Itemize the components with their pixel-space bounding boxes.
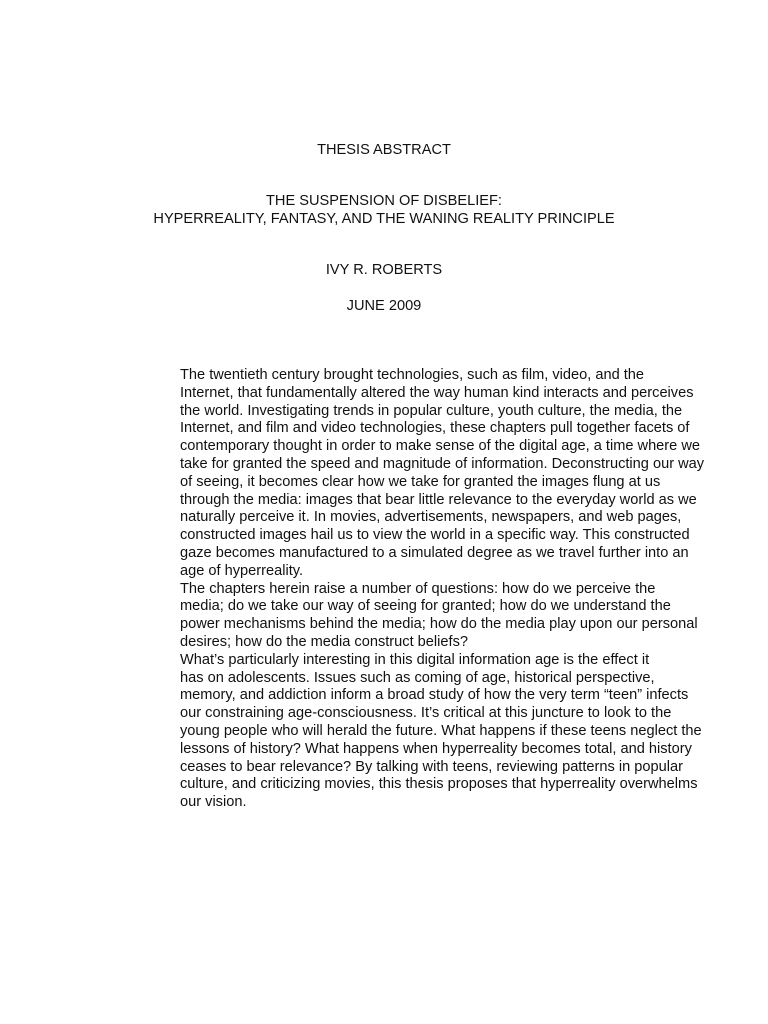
text-line: desires; how do the media construct beliefs? bbox=[180, 633, 468, 650]
publication-date: JUNE 2009 bbox=[346, 298, 422, 314]
text-line: young people who will herald the future. What happens if these teens neglect the bbox=[180, 722, 702, 739]
abstract-paragraph-3 bbox=[136, 651, 702, 812]
text-line: the world. Investigating trends in popular culture, youth culture, the media, the bbox=[180, 402, 683, 419]
abstract-paragraph-1 bbox=[136, 367, 705, 581]
author-name: IVY R. ROBERTS bbox=[325, 262, 443, 278]
text-line: What’s particularly interesting in this digital information age is the effect it bbox=[180, 651, 650, 668]
text-line: age of hyperreality. bbox=[180, 562, 304, 579]
document-heading: THESIS ABSTRACT bbox=[317, 142, 451, 158]
thesis-title-line-2: HYPERREALITY, FANTASY, AND THE WANING REALITY PRINCIPLE bbox=[153, 211, 615, 227]
text-line: culture, and criticizing movies, this thesis proposes that hyperreality overwhelms bbox=[180, 776, 698, 793]
text-line: contemporary thought in order to make sense of the digital age, a time where we bbox=[180, 438, 700, 455]
text-line: The chapters herein raise a number of questions: how do we perceive the bbox=[180, 580, 656, 597]
text-line: gaze becomes manufactured to a simulated degree as we travel further into an bbox=[180, 544, 689, 561]
text-line: memory, and addiction inform a broad study of how the very term “teen” infects bbox=[180, 687, 689, 704]
text-line: naturally perceive it. In movies, advertisements, newspapers, and web pages, bbox=[180, 509, 682, 526]
text-line: media; do we take our way of seeing for granted; how do we understand the bbox=[180, 598, 671, 615]
text-line: our constraining age-consciousness. It’s critical at this juncture to look to the bbox=[180, 705, 672, 722]
thesis-title-line-1: THE SUSPENSION OF DISBELIEF: bbox=[266, 193, 502, 209]
abstract-body bbox=[136, 367, 705, 812]
text-line: ceases to bear relevance? By talking with teens, reviewing patterns in popular bbox=[180, 758, 683, 775]
text-line: our vision. bbox=[180, 794, 247, 811]
text-line: constructed images hail us to view the world in a specific way. This constructed bbox=[180, 527, 690, 544]
text-line: has on adolescents. Issues such as coming of age, historical perspective, bbox=[180, 669, 655, 686]
text-line: Internet, and film and video technologies, these chapters pull together facets of bbox=[180, 420, 690, 437]
text-line: take for granted the speed and magnitude of information. Deconstructing our way bbox=[180, 455, 705, 472]
text-line: The twentieth century brought technologies, such as film, video, and the bbox=[180, 367, 645, 383]
text-line: power mechanisms behind the media; how do the media play upon our personal bbox=[180, 616, 698, 633]
text-line: of seeing, it becomes clear how we take for granted the images flung at us bbox=[180, 473, 661, 490]
text-line: through the media: images that bear little relevance to the everyday world as we bbox=[180, 491, 697, 508]
abstract-paragraph-2 bbox=[136, 580, 698, 652]
text-line: lessons of history? What happens when hyperreality becomes total, and history bbox=[180, 740, 692, 757]
text-line: Internet, that fundamentally altered the way human kind interacts and perceives bbox=[180, 384, 694, 401]
